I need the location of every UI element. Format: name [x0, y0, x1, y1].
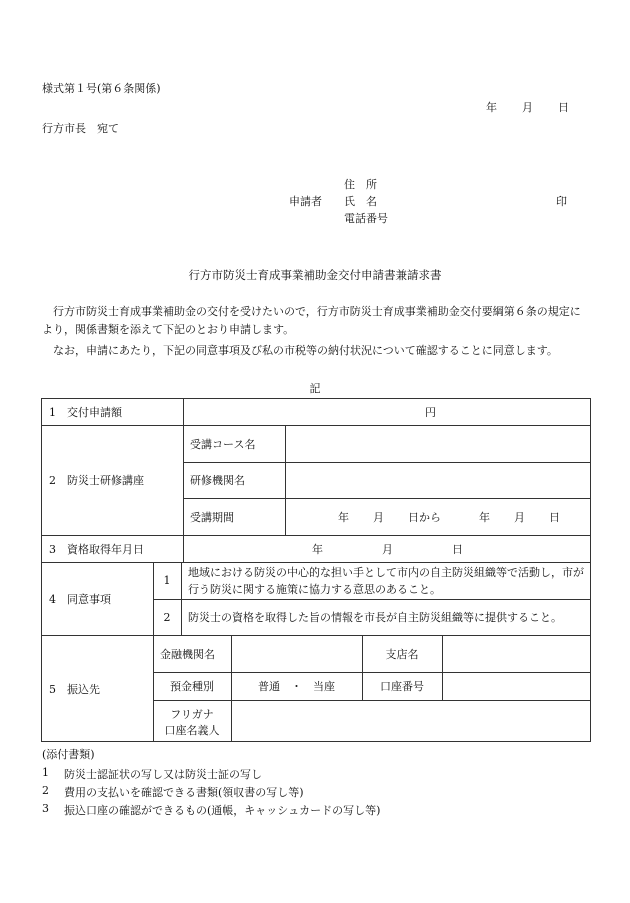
furigana-label: フリガナ	[170, 708, 214, 721]
table-divider	[183, 398, 184, 562]
date-day: 日	[558, 101, 569, 114]
date-month: 月	[522, 101, 533, 114]
table-divider	[41, 635, 591, 636]
address-label: 住 所	[344, 178, 377, 191]
applicant-label: 申請者	[289, 195, 322, 208]
yen-unit: 円	[425, 405, 436, 419]
ki-heading: 記	[309, 382, 321, 395]
course-period-label: 受講期間	[190, 510, 234, 524]
addressee: 行方市長 宛て	[42, 122, 119, 135]
name-label: 氏 名	[344, 195, 377, 208]
period-end-day: 日	[549, 510, 560, 524]
table-divider	[442, 635, 443, 700]
attachment-item: 振込口座の確認ができるもの(通帳，キャッシュカードの写し等)	[64, 804, 381, 817]
attachment-item: 防災士認証状の写し又は防災士証の写し	[64, 768, 262, 781]
phone-label: 電話番号	[344, 212, 388, 225]
consent-items-label: 4 同意事項	[49, 592, 111, 606]
form-number: 様式第１号(第６条関係)	[42, 82, 161, 95]
consent-item-number: 1	[163, 574, 171, 587]
period-start-year: 年	[338, 510, 349, 524]
date-year: 年	[486, 101, 497, 114]
table-divider	[285, 425, 286, 535]
table-divider	[181, 562, 182, 635]
consent-item-text: 防災士の資格を取得した旨の情報を市長が自主防災組織等に提供すること。	[188, 611, 562, 624]
attachment-number: 1	[42, 766, 49, 779]
course-name-label: 受講コース名	[190, 437, 256, 451]
qualification-date-label: 3 資格取得年月日	[49, 542, 144, 556]
account-number-label: 口座番号	[380, 680, 424, 693]
attachments-heading: (添付書類)	[42, 748, 95, 761]
qualification-day: 日	[452, 542, 463, 556]
training-course-label: 2 防災士研修講座	[49, 474, 144, 487]
attachment-item: 費用の支払いを確認できる書類(領収書の写し等)	[64, 786, 304, 799]
seal-mark: 印	[556, 195, 567, 208]
attachment-number: 3	[42, 802, 49, 815]
consent-item-number: 2	[163, 610, 171, 624]
branch-name-label: 支店名	[385, 647, 419, 661]
transfer-destination-label: 5 振込先	[49, 682, 100, 696]
document-title: 行方市防災士育成事業補助金交付申請書兼請求書	[188, 268, 442, 282]
bank-name-label: 金融機関名	[160, 647, 215, 661]
table-divider	[153, 700, 591, 701]
consent-item-text: 地域における防災の中心的な担い手として市内の自主防災組織等で活動し，市が行う防災に関する施策に協力する意思のあること。	[188, 565, 584, 596]
qualification-month: 月	[382, 542, 393, 556]
period-start-day: 日から	[408, 510, 441, 524]
qualification-year: 年	[312, 542, 323, 556]
deposit-type-options: 普通 ・ 当座	[258, 680, 335, 693]
period-end-year: 年	[479, 510, 490, 524]
period-end-month: 月	[514, 510, 525, 524]
body-paragraph-2: なお，申請にあたり，下記の同意事項及び私の市税等の納付状況について確認することに同意します。	[53, 344, 558, 357]
institution-name-label: 研修機関名	[190, 474, 245, 487]
deposit-type-label: 預金種別	[170, 680, 214, 693]
body-paragraph-1: 行方市防災士育成事業補助金の交付を受けたいので，行方市防災士育成事業補助金交付要綱第６条の規定により，関係書類を添えて下記のとおり申請します。	[42, 305, 581, 336]
grant-amount-label: 1 交付申請額	[49, 405, 122, 419]
account-holder-label: 口座名義人	[164, 724, 220, 737]
table-divider	[183, 498, 591, 499]
period-start-month: 月	[373, 510, 384, 524]
attachment-number: 2	[42, 784, 49, 797]
